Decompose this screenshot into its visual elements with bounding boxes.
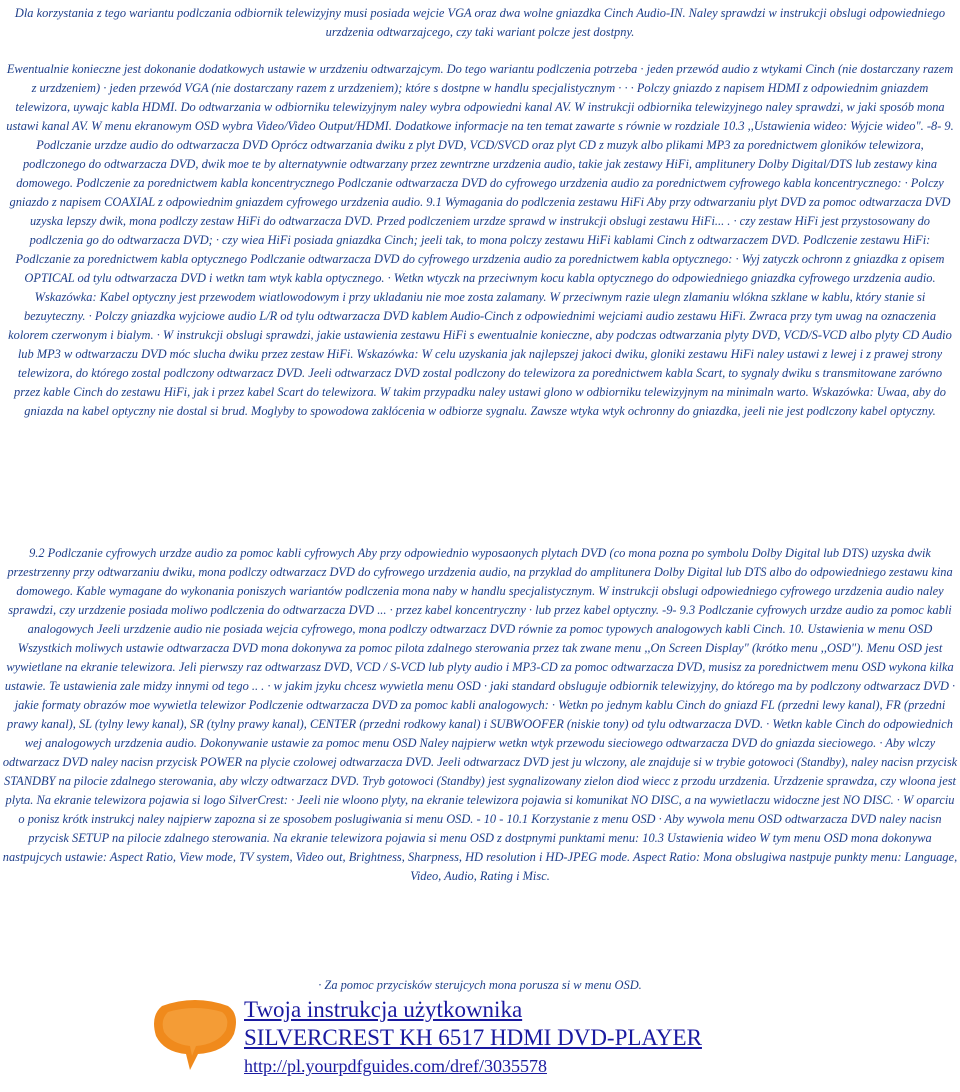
- paragraph-hdmi-and-audio: Ewentualnie konieczne jest dokonanie dodatkowych ustawie w urzdzeniu odtwarzajcym. Do tego wariantu podlczenia potrzeba · jeden przewód audio z wtykami Cinch (nie dostarczany razem z urzdzeniem) · jeden przewód VGA (nie dostarczany razem z urzdzeniem); które s dostpne w handlu specjalistycznym · · · Polczy gniazdo z napisem HDMI z odpowiednim gniazdem telewizora, uywajc kabla HDMI. Do odtwarzania w odbiorniku telewizyjnym naley wybra odpowiedni kanal AV. W instrukcji odbiornika telewizyjnego naley sprawdzi, w jaki sposób mona ustawi kanal AV. W menu ekranowym OSD wybra Video/Video Output/HDMI. Dodatkowe informacje na ten temat zawarte s równie w rozdziale 10.3 ,,Ustawienia wideo: Wyjcie wideo". -8- 9. Podlczanie urzdze audio do odtwarzacza DVD Oprócz odtwarzania dwiku z plyt DVD, VCD/SVCD oraz plyt CD z muzyk albo plikami MP3 za porednictwem gloników telewizora, podlczonego do odtwarzacza DVD, dwik moe te by alternatywnie odtwarzany przez zewntrzne urzdzenia audio, takie jak zestawy HiFi, amplitunery Dolby Digital/DTS lub zestawy kina domowego. Podlczenie za porednictwem kabla koncentrycznego Podlczanie odtwarzacza DVD do cyfrowego urzdzenia audio za porednictwem cyfrowego kabla koncentrycznego: · Polczy gniazdo z napisem COAXIAL z odpowiednim gniazdem cyfrowego urzdzenia audio. 9.1 Wymagania do podlczenia zestawu HiFi Aby przy odtwarzaniu plyt DVD za pomoc odtwarzacza DVD uzyska lepszy dwik, mona podlczy zestaw HiFi do odtwarzacza DVD. Przed podlczeniem urzdze sprawd w instrukcji obslugi zestawu HiFi... . · czy zestaw HiFi jest przystosowany do podlczenia go do odtwarzacza DVD; · czy wiea HiFi posiada gniazdka Cinch; jeeli tak, to mona polczy zestawu HiFi kablami Cinch z odtwarzaczem DVD. Podlczenie zestawu HiFi: Podlczanie za porednictwem kabla optycznego Podlczanie odtwarzacza DVD do cyfrowego urzdzenia audio za porednictwem kabla optycznego: · Wyj zatyczk ochronn z gniazdka z opisem OPTICAL od tylu odtwarzacza DVD i wetkn tam wtyk kabla optycznego. · Wetkn wtyczk na przeciwnym kocu kabla optycznego do odpowiedniego gniazdka cyfrowego urzdzenia audio. Wskazówka: Kabel optyczny jest przewodem wiatlowodowym i przy ukladaniu nie moe zosta zalamany. W przeciwnym razie ulegn zlamaniu wlókna szklane w kablu, który stanie si bezuyteczny. · Polczy gniazdka wyjciowe audio L/R od tylu odtwarzacza DVD kablem Audio-Cinch z odpowiednimi wejciami audio zestawu HiFi. Zwraca przy tym uwag na oznaczenia kolorem czerwonym i bialym. · W instrukcji obslugi sprawdzi, jakie ustawienia zestawu HiFi s ewentualnie konieczne, aby podczas odtwarzania plyty DVD, VCD/S-VCD albo plyty CD Audio lub MP3 w odtwarzaczu DVD móc slucha dwiku przez zestaw HiFi. Wskazówka: W celu uzyskania jak najlepszej jakoci dwiku, gloniki zestawu HiFi naley ustawi z lewej i z prawej strony telewizora, do którego zostal podlczony odtwarzacz DVD. Jeeli odtwarzacz DVD zostal podlczony do telewizora za porednictwem kabla Scart, to sygnaly dwiku s transmitowane zarówno przez kable Cinch do zestawu HiFi, jak i przez kabel Scart do telewizora. W takim przypadku naley ustawi glono w odbiorniku telewizyjnym na minimaln warto. Wskazówka: Uwaa, aby do gniazda na kabel optyczny nie dostal si brud. Moglyby to spowodowa zaklócenia w odbiorze sygnalu. Zawsze wtyka wtyk ochronny do gniazdka, jeeli nie jest podlczony kabel optyczny.: [6, 62, 954, 418]
- paragraph-navigation-note: · Za pomoc przycisków sterujcych mona porusza si w menu OSD.: [318, 978, 642, 992]
- footer-url-link[interactable]: http://pl.yourpdfguides.com/dref/3035578: [244, 1056, 547, 1076]
- paragraph-digital-audio-and-osd: 9.2 Podlczanie cyfrowych urzdze audio za pomoc kabli cyfrowych Aby przy odpowiednio wyposaonych plytach DVD (co mona pozna po symbolu Dolby Digital lub DTS) uzyska dwik przestrzenny przy odtwarzaniu dwiku, mona podlczy odtwarzacz DVD do cyfrowego urzdzenia audio, na przyklad do amplitunera Dolby Digital lub DTS albo do odpowiedniego zestawu kina domowego. Kable wymagane do wykonania poniszych wariantów podlczenia mona naby w handlu specjalistycznym. W instrukcji obslugi odpowiedniego cyfrowego urzdzenia audio naley sprawdzi, czy urzdzenie posiada moliwo podlczenia do odtwarzacza DVD ... · przez kabel koncentryczny · lub przez kabel optyczny. -9- 9.3 Podlczanie cyfrowych urzdze audio za pomoc kabli analogowych Jeeli urzdzenie audio nie posiada wejcia cyfrowego, mona podlczy odtwarzacz DVD równie za pomoc typowych analogowych kabli Cinch. 10. Ustawienia w menu OSD Wszystkich moliwych ustawie odtwarzacza DVD mona dokonywa za pomoc pilota zdalnego sterowania przez tak zwane menu ,,On Screen Display" (krótko menu ,,OSD"). Menu OSD jest wywietlane na ekranie telewizora. Jeli pierwszy raz odtwarzasz DVD, VCD / S-VCD lub plyty audio i MP3-CD za pomoc odtwarzacza DVD, musisz za porednictwem menu OSD wykona kilka ustawie. Te ustawienia zale midzy innymi od tego .. . · w jakim jzyku chcesz wywietla menu OSD · jaki standard obsluguje odbiornik telewizyjny, do którego ma by podlczony odtwarzacz DVD · jakie formaty obrazów moe wywietla telewizor Podlczenie odtwarzacza DVD za pomoc kabli analogowych: · Wetkn po jednym kablu Cinch do gniazd FL (przedni lewy kanal), FR (przedni prawy kanal), SL (tylny lewy kanal), SR (tylny prawy kanal), CENTER (przedni rodkowy kanal) i SUBWOOFER (niskie tony) od tylu odtwarzacza DVD. · Wetkn kable Cinch do odpowiednich wej analogowych urzdzenia audio. Dokonywanie ustawie za pomoc menu OSD Naley najpierw wetkn wtyk przewodu sieciowego odtwarzacza DVD do gniazda sieciowego. · Aby wlczy odtwarzacz DVD naley nacisn przycisk POWER na plycie czolowej odtwarzacza DVD. Jeeli odtwarzacz DVD jest ju wlczony, ale znajduje si w trybie gotowoci (Standby), naley nacisn przycisk STANDBY na pilocie zdalnego sterowania, aby wlczy odtwarzacz DVD. Tryb gotowoci (Standby) jest sygnalizowany zielon diod wiecc z przodu urzdzenia. Urzdzenie sprawdza, czy wloona jest plyta. Na ekranie telewizora pojawia si logo SilverCrest: · Jeeli nie wloono plyty, na ekranie telewizora pojawia si komunikat NO DISC, a na wywietlaczu widoczne jest NO DISC. · W oparciu o ponisz krótk instrukcj naley najpierw zapozna si ze sposobem poslugiwania si menu OSD. - 10 - 10.1 Korzystanie z menu OSD · Aby wywola menu OSD odtwarzacza DVD naley nacisn przycisk SETUP na pilocie zdalnego sterowania. Na ekranie telewizora pojawia si menu OSD z dostpnymi punktami menu: 10.3 Ustawienia wideo W tym menu OSD mona dokonywa nastpujcych ustawie: Aspect Ratio, View mode, TV system, Video out, Brightness, Sharpness, HD resolution i HD-JPEG mode. Aspect Ratio: Mona obslugiwa nastpuje punkty menu: Language, Video, Audio, Rating i Misc.: [2, 546, 958, 883]
- speech-bubble-logo-icon: [150, 996, 240, 1076]
- footer-links: [244, 996, 702, 1078]
- footer-title-link[interactable]: Twoja instrukcja użytkownika: [244, 997, 523, 1022]
- paragraph-vga-option: Dla korzystania z tego wariantu podlczania odbiornik telewizyjny musi posiada wejcie VGA oraz dwa wolne gniazdka Cinch Audio-IN. Naley sprawdzi w instrukcji obslugi odpowiedniego urzdzenia odtwarzajcego, czy taki wariant polcze jest dostpny.: [14, 6, 946, 39]
- footer-product-link[interactable]: SILVERCREST KH 6517 HDMI DVD-PLAYER: [244, 1025, 702, 1050]
